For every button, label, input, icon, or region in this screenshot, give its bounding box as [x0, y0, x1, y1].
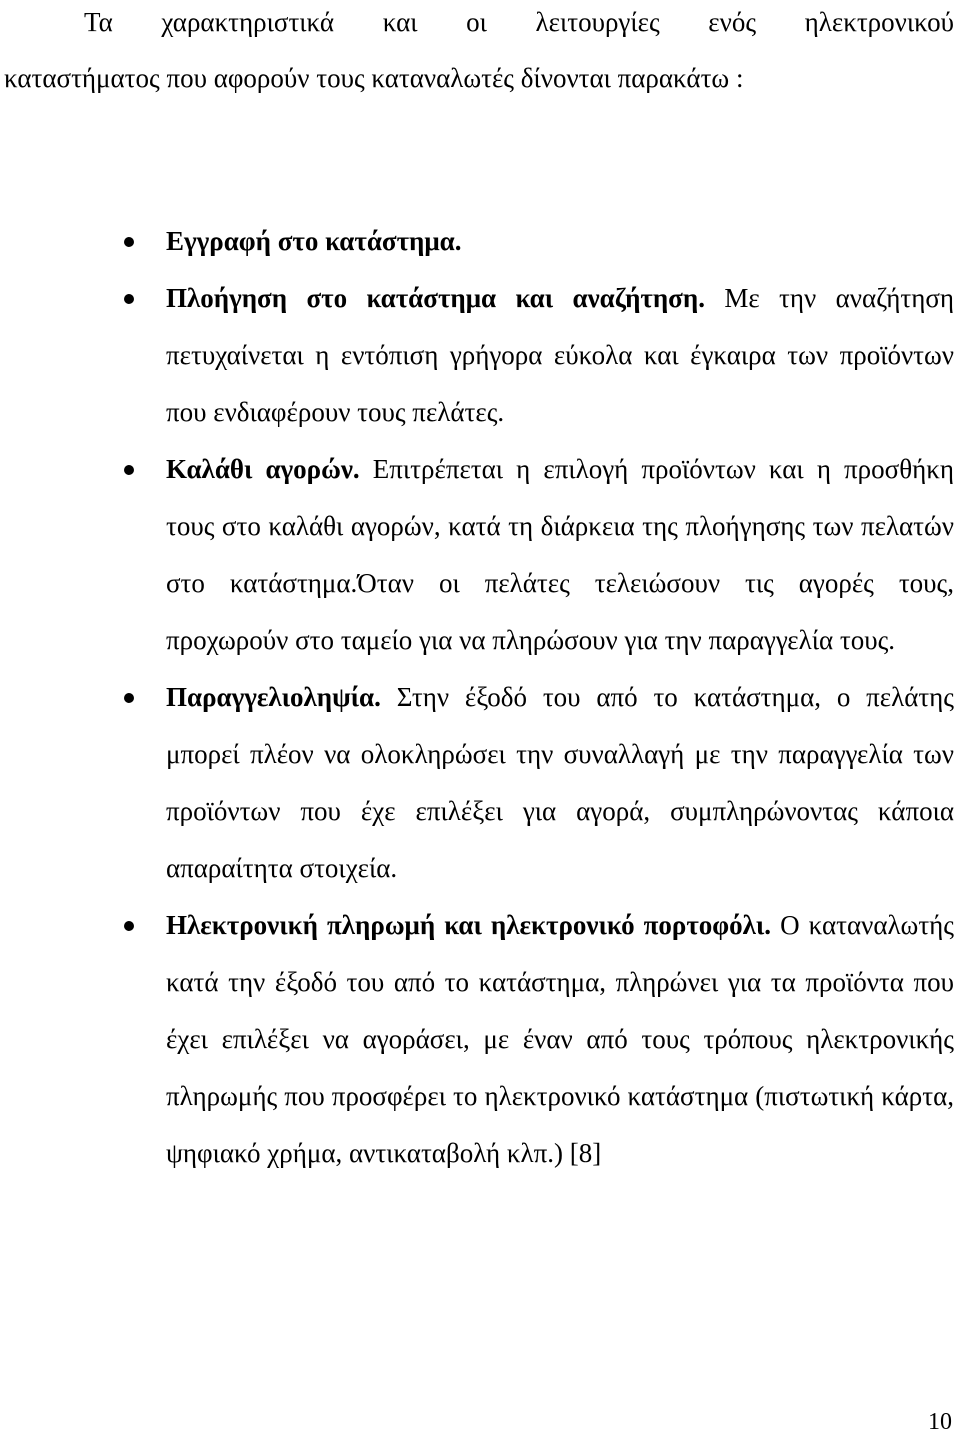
intro-line-2: καταστήματος που αφορούν τους καταναλωτές δίνονται παρακάτω :	[4, 63, 744, 93]
bullet-heading: Πλοήγηση στο κατάστημα και αναζήτηση.	[166, 283, 705, 313]
bullet-dot-icon	[124, 921, 134, 931]
bullet-dot-icon	[124, 237, 134, 247]
page-number: 10	[928, 1409, 952, 1435]
bullet-item-navigation	[0, 270, 960, 441]
bullet-item-payment	[0, 897, 960, 1182]
bullet-dot-icon	[124, 693, 134, 703]
bullet-heading: Ηλεκτρονική πληρωμή και ηλεκτρονικό πορτοφόλι.	[166, 910, 772, 940]
bullet-item-shopping-cart	[0, 441, 960, 669]
intro-line-1: Τα χαρακτηριστικά και οι λειτουργίες ενός ηλεκτρονικού	[84, 7, 954, 37]
bullet-item-registration	[0, 213, 960, 270]
bullet-dot-icon	[124, 465, 134, 475]
features-bullet-list	[0, 213, 960, 1182]
bullet-heading: Παραγγελιοληψία.	[166, 682, 381, 712]
bullet-text: Ο καταναλωτής κατά την έξοδό του από το κατάστημα, πληρώνει για τα προϊόντα που έχει επιλέξει να αγοράσει, με έναν από τους τρόπους ηλεκτρονικής πληρωμής που προσφέρει το ηλεκτρονικό κατάστημα (πιστωτική κάρτα, ψηφιακό χρήμα, αντικαταβολή κλπ.) [8]	[166, 910, 954, 1168]
bullet-text: Με την αναζήτηση πετυχαίνεται η εντόπιση γρήγορα εύκολα και έγκαιρα των προϊόντων που ενδιαφέρουν τους πελάτες.	[166, 283, 954, 427]
bullet-heading: Εγγραφή στο κατάστημα.	[166, 226, 462, 256]
bullet-item-ordering	[0, 669, 960, 897]
bullet-text: Επιτρέπεται η επιλογή προϊόντων και η προσθήκη τους στο καλάθι αγορών, κατά τη διάρκεια της πλοήγησης των πελατών στο κατάστημα.Όταν οι πελάτες τελειώσουν τις αγορές τους, προχωρούν στο ταμείο για να πληρώσουν για την παραγγελία τους.	[166, 454, 954, 655]
bullet-dot-icon	[124, 294, 134, 304]
intro-paragraph	[4, 0, 954, 106]
bullet-text: Στην έξοδό του από το κατάστημα, ο πελάτης μπορεί πλέον να ολοκληρώσει την συναλλαγή με την παραγγελία των προϊόντων που έχε επιλέξει για αγορά, συμπληρώνοντας κάποια απαραίτητα στοιχεία.	[166, 682, 954, 883]
bullet-heading: Καλάθι αγορών.	[166, 454, 360, 484]
